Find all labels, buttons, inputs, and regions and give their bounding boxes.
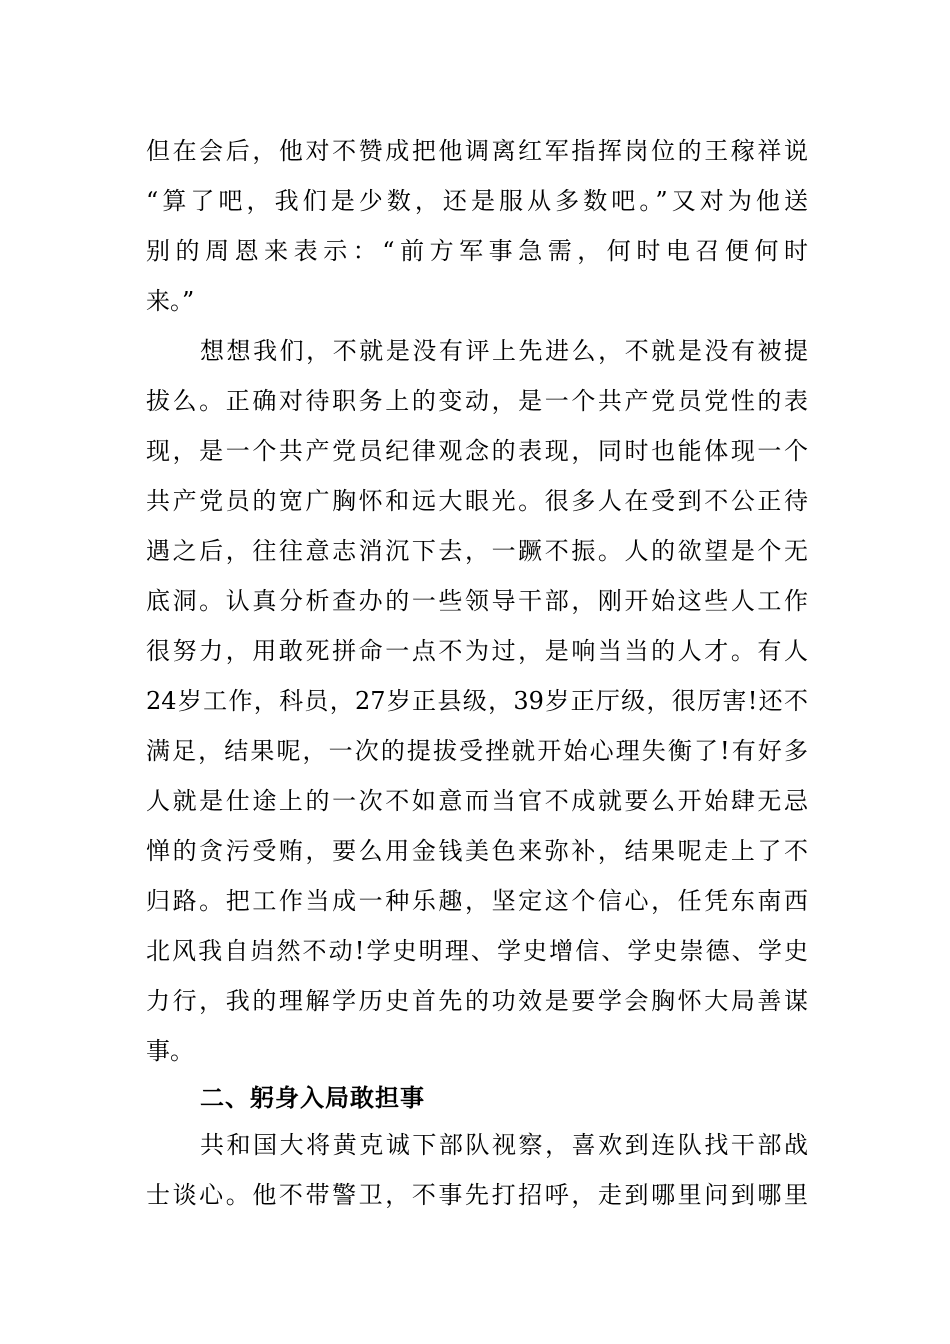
paragraph-line: 来。”: [146, 287, 195, 315]
paragraph-line: 北风我自岿然不动!学史明理、学史增信、学史崇德、学史: [146, 937, 808, 965]
paragraph-line: 拔么。正确对待职务上的变动，是一个共产党员党性的表: [146, 387, 808, 415]
paragraph-line: 归路。把工作当成一种乐趣，坚定这个信心，任凭东南西: [146, 887, 808, 915]
paragraph-line: 惮的贪污受贿，要么用金钱美色来弥补，结果呢走上了不: [146, 837, 808, 865]
paragraph-line: 想想我们，不就是没有评上先进么，不就是没有被提: [200, 337, 808, 365]
paragraph-line: 24岁工作，科员，27岁正县级，39岁正厅级，很厉害!还不: [146, 687, 808, 715]
paragraph-line: “算了吧，我们是少数，还是服从多数吧。”又对为他送: [146, 187, 808, 215]
paragraph-line: 很努力，用敢死拼命一点不为过，是响当当的人才。有人: [146, 637, 808, 665]
paragraph-line: 共和国大将黄克诚下部队视察，喜欢到连队找干部战: [200, 1131, 808, 1159]
paragraph-line: 别的周恩来表示：“前方军事急需，何时电召便何时: [146, 237, 808, 265]
paragraph-line: 人就是仕途上的一次不如意而当官不成就要么开始肆无忌: [146, 787, 808, 815]
paragraph-line: 力行，我的理解学历史首先的功效是要学会胸怀大局善谋: [146, 987, 808, 1015]
paragraph-line: 共产党员的宽广胸怀和远大眼光。很多人在受到不公正待: [146, 487, 808, 515]
paragraph-line: 但在会后，他对不赞成把他调离红军指挥岗位的王稼祥说: [146, 137, 808, 165]
section-heading: 二、躬身入局敢担事: [200, 1084, 425, 1112]
paragraph-line: 士谈心。他不带警卫，不事先打招呼，走到哪里问到哪里: [146, 1181, 808, 1209]
paragraph-line: 满足，结果呢，一次的提拔受挫就开始心理失衡了!有好多: [146, 737, 808, 765]
paragraph-line: 底洞。认真分析查办的一些领导干部，刚开始这些人工作: [146, 587, 808, 615]
paragraph-line: 事。: [146, 1037, 194, 1065]
paragraph-line: 遇之后，往往意志消沉下去，一蹶不振。人的欲望是个无: [146, 537, 808, 565]
paragraph-line: 现，是一个共产党员纪律观念的表现，同时也能体现一个: [146, 437, 808, 465]
